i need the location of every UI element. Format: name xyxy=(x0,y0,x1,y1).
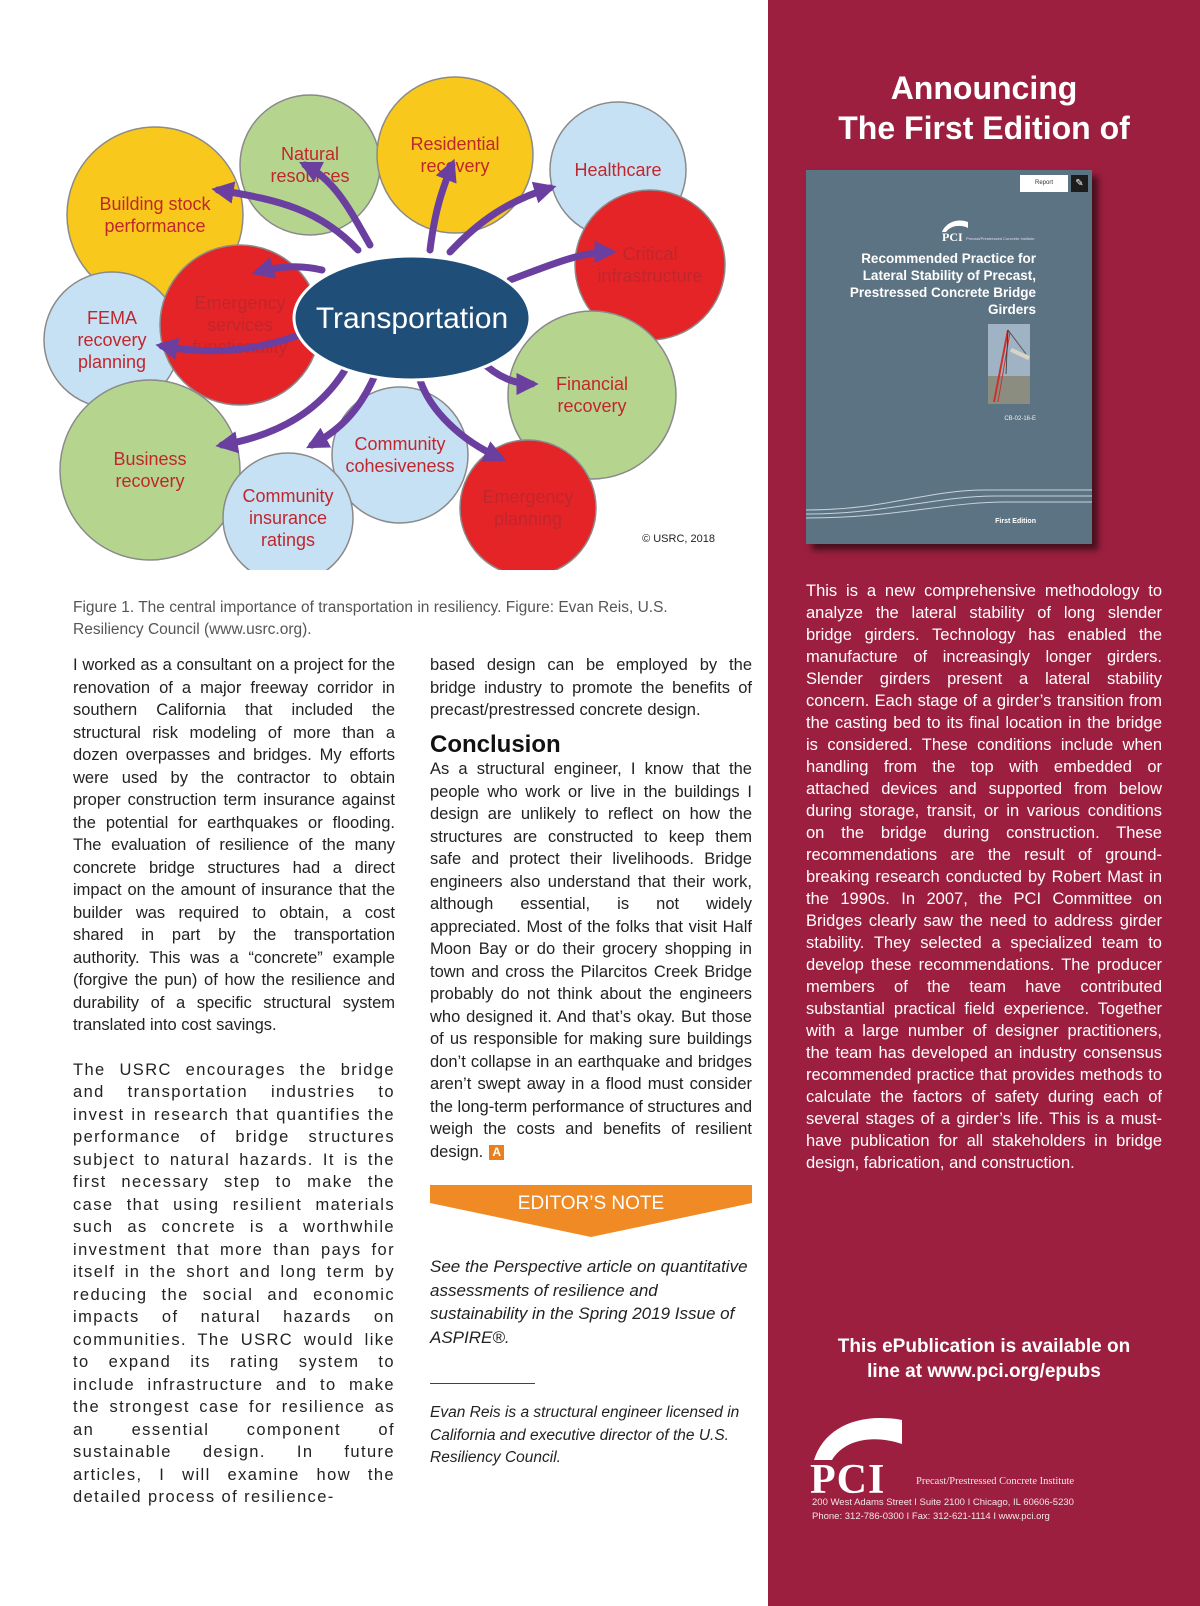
pci-logo-text: PCI xyxy=(810,1457,886,1503)
bubble-label: Community xyxy=(242,486,334,506)
bubble-label: Emergency xyxy=(482,487,574,507)
pci-address: 200 West Adams Street I Suite 2100 I Chicago, IL 60606-5230 xyxy=(812,1497,1074,1508)
announcement-heading xyxy=(768,68,1200,148)
bubble-business xyxy=(60,380,240,560)
announce-line-2: The First Edition of xyxy=(838,110,1130,146)
pci-contact xyxy=(812,1496,1074,1524)
editor-note-banner xyxy=(430,1185,752,1237)
bubble-label: insurance xyxy=(248,508,328,528)
paragraph-1: I worked as a consultant on a project for the renovation of a major freeway corridor in southern California that included the structural risk modeling of more than a dozen overpasses and bridges. My efforts were used by the contractor to obtain proper construction term insurance against the potential for earthquakes or flooding. The evaluation of resilience of the many concrete bridge structures had a direct impact on the amount of insurance that the builder was required to obtain, a cost shared in part by the transportation authority. This was a “concrete” example (forgive the pun) of how the resilience and durability of a specific structural system translated into cost savings. xyxy=(73,656,395,1034)
bubble-label: services xyxy=(206,315,274,335)
availability-line-1: This ePublication is available on xyxy=(837,1336,1131,1357)
advertisement-body: This is a new comprehensive methodology to analyze the lateral stability of long slender bridge girders. Technology has enabled the manufacture of increasingly longer girders. Slender girders present a lateral stability concern. Each stage of a girder’s transition from the casting bed to its final location in the bridge is considered. These conditions include when handling from the top with embedded or attached devices and supported from below during storage, transit, or in various conditions on the bridge during construction. These recommendations are the result of ground-breaking research conducted by Robert Mast in the 1990s. In 2007, the PCI Committee on Bridges clearly saw the need to address girder stability. They selected a specialized team to develop these recommendations. The producer members of the team have contributed substantial practical field experience. Together with a large number of designer practitioners, the team has developed an industry consensus recommended practice that provides methods to calculate the factors of safety during each of several stages of a girder’s life. This is a must-have publication for all stakeholders in bridge design, fabrication, and construction. xyxy=(806,582,1162,1172)
bridge-photo-icon xyxy=(988,324,1030,404)
divider xyxy=(430,1383,535,1384)
report-cover[interactable] xyxy=(806,170,1092,544)
paragraph-3: based design can be employed by the bridge industry to promote the benefits of precast/prestressed concrete design. xyxy=(430,656,752,719)
bubble-label: cohesiveness xyxy=(345,456,455,476)
resiliency-diagram xyxy=(40,40,752,570)
bubble-label: resources xyxy=(270,166,350,186)
bubble-label: Residential xyxy=(410,134,500,154)
paragraph-4-wrapper xyxy=(430,758,752,1163)
bubble-label: Critical xyxy=(622,244,678,264)
pci-phone: Phone: 312-786-0300 I Fax: 312-621-1114 I www.pci.org xyxy=(812,1511,1050,1522)
figure-copyright: © USRC, 2018 xyxy=(642,533,715,545)
article-column-2 xyxy=(430,654,752,1470)
conclusion-heading: Conclusion xyxy=(430,730,561,758)
bubble-label: Business xyxy=(113,449,187,469)
cover-pci-mark: PCI xyxy=(942,230,963,244)
bubble-label: functionality xyxy=(192,337,288,357)
bubble-label: planning xyxy=(77,352,147,372)
report-tab: Report xyxy=(1020,175,1068,192)
article-column-1 xyxy=(73,654,395,1531)
editor-note-label: EDITOR’S NOTE xyxy=(517,1193,665,1214)
center-node-transportation xyxy=(294,256,530,380)
bubble-community-insurance xyxy=(223,453,353,570)
paragraph-4: As a structural engineer, I know that the people who work or live in the buildings I design are unlikely to reflect on how the structures are constructed to keep them safe and protect their livelihoods. Bridge engineers also understand that their work, although essential, is not widely appreciated. Most of the folks that visit Half Moon Bay or do their grocery shopping in town and cross the Pilarcitos Creek Bridge probably do not think about the engineers who designed it. And that’s okay. But those of us responsible for making sure buildings don’t collapse in an earthquake and bridges aren’t swept away in a flood must consider the long-term performance of structures and weigh the costs and benefits of resilient design. xyxy=(430,760,752,1161)
announce-line-1: Announcing xyxy=(890,70,1078,106)
bubble-label: recovery xyxy=(420,156,490,176)
bubble-label: Natural xyxy=(280,144,340,164)
cover-decorative-lines xyxy=(806,470,1092,520)
center-label: Transportation xyxy=(315,302,509,335)
bubble-label: Building stock xyxy=(99,194,211,214)
cover-title: Recommended Practice for Lateral Stability of Precast, Prestressed Concrete Bridge Girders xyxy=(849,251,1036,317)
pci-advertisement xyxy=(768,0,1200,1606)
bubble-label: Financial xyxy=(555,374,629,394)
bubble-label: Community xyxy=(354,434,446,454)
availability-text xyxy=(768,1334,1200,1384)
bubble-label: infrastructure xyxy=(597,266,703,286)
availability-link[interactable]: line at www.pci.org/epubs xyxy=(867,1361,1101,1382)
cover-institute: Precast/Prestressed Concrete Institute xyxy=(966,236,1035,241)
bubble-label: recovery xyxy=(115,471,185,491)
pci-institute-name: Precast/Prestressed Concrete Institute xyxy=(916,1476,1075,1487)
bubble-label: performance xyxy=(104,216,206,236)
bubble-label: ratings xyxy=(260,530,316,550)
bubble-label: recovery xyxy=(557,396,627,416)
end-of-article-icon: A xyxy=(489,1145,504,1160)
bubble-residential xyxy=(377,77,533,233)
bubble-label: Healthcare xyxy=(574,160,662,180)
author-bio: Evan Reis is a structural engineer licensed in California and executive director of the U.S. Resiliency Council. xyxy=(430,1404,740,1466)
bubble-label: planning xyxy=(493,509,563,529)
paragraph-2: The USRC encourages the bridge and transportation industries to invest in research that quantifies the performance of bridge structures subject to natural hazards. It is the first necessary step to make the case that using resilient materials such as concrete is a worthwhile investment that more than pays for itself in the short and long term by reducing the social and economic impacts of natural hazards on communities. The USRC would like to expand its rating system to include infrastructure and to make the strongest case for resilience as an essential component of sustainable design. In future articles, I will examine how the detailed process of resilience- xyxy=(73,1060,395,1506)
bubble-emergency-planning xyxy=(460,440,596,570)
pci-logo-icon xyxy=(810,1410,910,1460)
bubble-label: FEMA xyxy=(86,308,138,328)
editor-note-text: See the Perspective article on quantitative assessments of resilience and sustainability in the Spring 2019 Issue of ASPIRE®. xyxy=(430,1257,748,1347)
publication-icon: ✎ xyxy=(1071,175,1088,192)
cover-edition: First Edition xyxy=(995,518,1036,525)
cover-code: CB-02-16-E xyxy=(1004,416,1036,422)
figure-caption: Figure 1. The central importance of transportation in resiliency. Figure: Evan Reis, U.S. Resiliency Council (www.usrc.org). xyxy=(73,599,668,638)
bubble-label: recovery xyxy=(77,330,147,350)
bubble-label: Emergency xyxy=(194,293,286,313)
